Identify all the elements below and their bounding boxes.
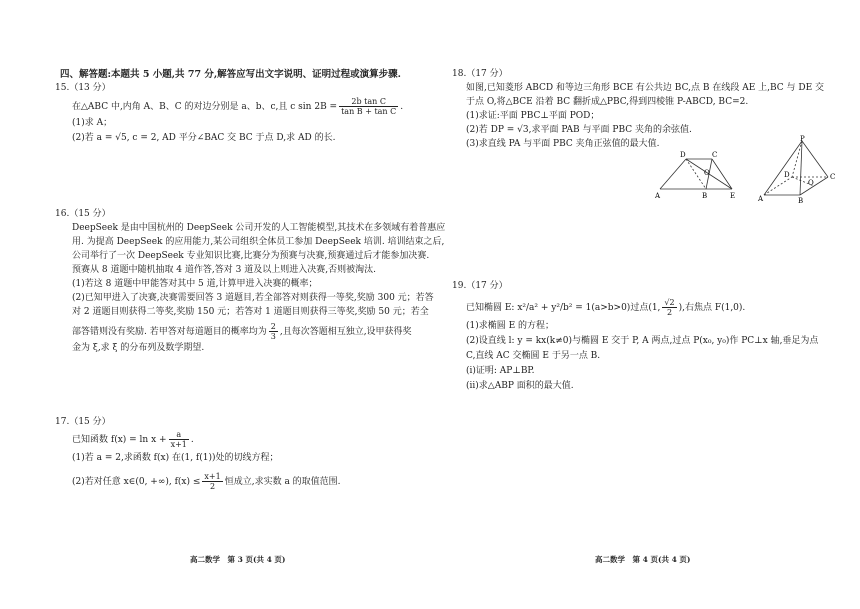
fig1-label-O: O (704, 169, 710, 177)
q19-stem-post: ),右焦点 F(1,0). (678, 303, 746, 313)
q16-line-1: DeepSeek 是由中国杭州的 DeepSeek 公司开发的人工智能模型,其技术在多领域有着普惠应 (72, 223, 446, 233)
q17-fraction (169, 430, 189, 449)
q17-header: 17.（15 分） (55, 417, 111, 427)
q16-fraction (269, 322, 278, 341)
fig2-label-B: B (798, 197, 804, 205)
q16-frac-num: 2 (270, 322, 276, 331)
q17-stem-post: . (190, 435, 194, 445)
q18-line-1: 如图,已知菱形 ABCD 和等边三角形 BCE 有公共边 BC,点 B 在线段 AE 上,BC 与 DE 交 (466, 83, 825, 93)
q16-frac-den: 3 (270, 332, 276, 341)
q19-subpart-i: (ⅰ)证明: AP⊥BP. (466, 366, 535, 376)
q17-frac-den: x+1 (170, 440, 187, 449)
q19-fraction (662, 298, 676, 317)
q16-line-4: 预赛从 8 道题中随机抽取 4 道作答,答对 3 道及以上则进入决赛,否则被淘汰. (72, 265, 376, 275)
q15-stem-post: . (400, 102, 404, 112)
q19-stem (466, 298, 745, 317)
q17-part2-fraction (202, 472, 222, 491)
q17-stem (72, 430, 194, 449)
q17-part2-pre: (2)若对任意 x∈(0, +∞), f(x) ≤ (72, 477, 201, 487)
q19-part2-line-2: C,直线 AC 交椭圆 E 于另一点 B. (466, 351, 601, 361)
q15-frac-num: 2b tan C (339, 97, 398, 107)
q19-part2-line-1: (2)设直线 l: y = kx(k≠0)与椭圆 E 交于 P, A 两点,过点 P(x₀, y₀)作 PC⊥x 轴,垂足为点 (466, 336, 819, 346)
fig1-label-B: B (702, 192, 708, 200)
section-title: 四、解答题:本题共 5 小题,共 77 分,解答应写出文字说明、证明过程或演算步骤. (60, 69, 401, 80)
footer-left: 高二数学 第 3 页(共 4 页) (190, 555, 286, 564)
q17-part2-frac-num: x+1 (204, 472, 221, 481)
q16-line-2: 用. 为提高 DeepSeek 的应用能力,某公司组织全体员工参加 DeepSeek 培训. 培训结束之后, (72, 237, 445, 247)
q19-frac-den: 2 (666, 308, 673, 317)
fig2-label-A: A (758, 195, 764, 203)
fig1-label-E: E (730, 192, 736, 200)
q16-part2-line-1: (2)已知甲进入了决赛,决赛需要回答 3 道题目,若全部答对则获得一等奖,奖励 300 元；若答 (72, 293, 434, 303)
figure-rhombus-triangle (660, 159, 732, 189)
fig1-label-A: A (655, 192, 661, 200)
q17-part2-frac-den: 2 (210, 482, 216, 491)
q19-header: 19.（17 分） (452, 281, 508, 291)
q17-part1: (1)若 a = 2,求函数 f(x) 在(1, f(1))处的切线方程； (72, 453, 279, 463)
fig1-label-C: C (712, 151, 718, 159)
fig2-label-P: P (800, 135, 805, 143)
q16-header: 16.（15 分） (55, 209, 111, 219)
q17-part2-post: 恒成立,求实数 a 的取值范围. (224, 477, 341, 487)
q18-part3: (3)求直线 PA 与平面 PBC 夹角正弦值的最大值. (466, 139, 660, 149)
right-page (430, 0, 860, 609)
q15-part2: (2)若 a = √5, c = 2, AD 平分∠BAC 交 BC 于点 D,求 AD 的长. (72, 133, 336, 143)
q16-part1: (1)若这 8 道题中甲能答对其中 5 道,计算甲进入决赛的概率； (72, 279, 318, 289)
q16-part2-line-3 (72, 322, 412, 341)
footer-right: 高二数学 第 4 页(共 4 页) (595, 555, 691, 564)
q17-part2 (72, 472, 341, 491)
q15-fraction (339, 97, 398, 116)
q18-header: 18.（17 分） (452, 69, 508, 79)
q15-frac-den: tan B + tan C (341, 107, 397, 116)
q19-stem-pre: 已知椭圆 E: x²/a² + y²/b² = 1(a>b>0)过点(1, (466, 303, 661, 313)
q16-line-8-pre: 部答错则没有奖励. 若甲答对每道题目的概率均为 (72, 327, 267, 337)
fig2-label-D: D (784, 171, 790, 179)
q15-part1: (1)求 A； (72, 118, 113, 128)
fig1-label-D: D (680, 151, 686, 159)
q17-stem-pre: 已知函数 f(x) = ln x + (72, 435, 167, 445)
q19-part1: (1)求椭圆 E 的方程； (466, 321, 555, 331)
q15-header: 15.（13 分） (55, 83, 111, 93)
q15-stem (72, 97, 403, 116)
q16-line-3: 公司举行了一次 DeepSeek 专业知识比赛,比赛分为预赛与决赛,预赛通过后才能参加决赛. (72, 251, 430, 261)
q18-part1: (1)求证:平面 PBC⊥平面 POD； (466, 111, 600, 121)
q16-part2-line-2: 对 2 道题目则获得二等奖,奖励 150 元；若答对 1 道题目则获得三等奖,奖励 50 元；若全 (72, 307, 429, 317)
q18-figures (650, 135, 850, 205)
q15-stem-pre: 在△ABC 中,内角 A、B、C 的对边分别是 a、b、c,且 c sin 2B = (72, 102, 338, 112)
fig2-label-C: C (830, 173, 836, 181)
q16-part2-line-4: 金为 ξ,求 ξ 的分布列及数学期望. (72, 343, 205, 353)
q19-subpart-ii: (ⅱ)求△ABP 面积的最大值. (466, 381, 574, 391)
q18-part2: (2)若 DP = √3,求平面 PAB 与平面 PBC 夹角的余弦值. (466, 125, 692, 135)
fig2-label-O: O (808, 179, 814, 187)
figure-pyramid (764, 141, 828, 195)
q16-line-8-post: ,且每次答题相互独立,设甲获得奖 (279, 327, 412, 337)
q19-frac-num: √2 (664, 298, 675, 307)
q17-frac-num: a (169, 430, 189, 440)
q18-line-2: 于点 O,将△BCE 沿着 BC 翻折成△PBC,得到四棱锥 P-ABCD, BC=2. (466, 97, 749, 107)
